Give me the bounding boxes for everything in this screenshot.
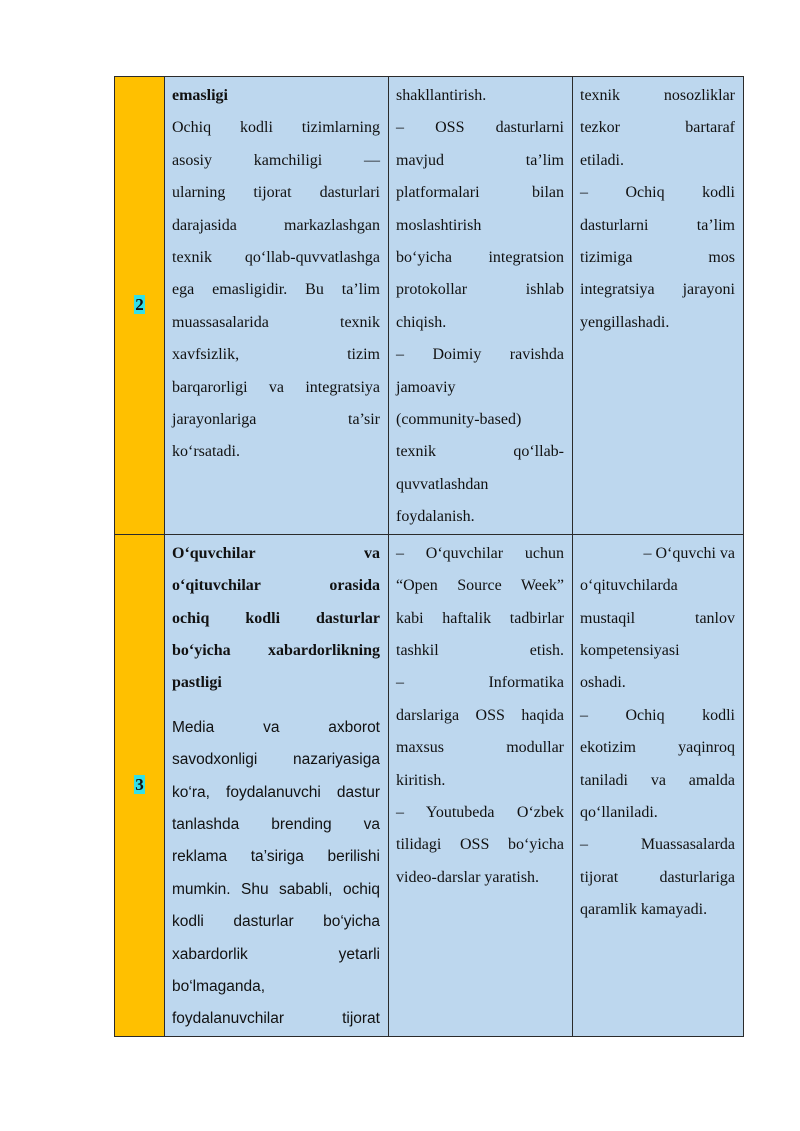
cell-line: kabi haftalik tadbirlar: [396, 609, 564, 627]
cell-line: ko‘rsatadi.: [172, 443, 240, 461]
content-table: [114, 76, 744, 1037]
cell-line: ko‘ra, foydalanuvchi dastur: [172, 783, 380, 801]
cell-line: tizimiga mos: [580, 249, 735, 267]
cell-line: – Ochiq kodli: [580, 706, 735, 724]
cell-line: asosiy kamchiligi —: [172, 151, 380, 169]
cell-line: ekotizim yaqinroq: [580, 739, 735, 757]
cell-line: tilidagi OSS bo‘yicha: [396, 836, 564, 854]
cell-line: darajasida markazlashgan: [172, 216, 380, 234]
cell-line: texnik qo‘llab-: [396, 443, 564, 461]
cell-line: kiritish.: [396, 771, 446, 789]
cell-line: xavfsizlik, tizim: [172, 346, 380, 364]
problem-cell: [165, 534, 389, 1036]
table-row: [115, 534, 744, 1036]
cell-line: chiqish.: [396, 313, 447, 331]
cell-heading-line: o‘qituvchilar orasida: [172, 577, 380, 595]
cell-line: o‘qituvchilarda: [580, 577, 678, 595]
cell-line: Media va axborot: [172, 718, 380, 736]
cell-line: texnik nosozliklar: [580, 87, 735, 104]
cell-text: [580, 538, 735, 927]
cell-line: savodxonligi nazariyasiga: [172, 751, 380, 769]
cell-line: tezkor bartaraf: [580, 119, 735, 137]
cell-heading-line: emasligi: [172, 87, 228, 104]
cell-line: maxsus modullar: [396, 739, 564, 757]
cell-text: [172, 712, 380, 1036]
cell-line: barqarorligi va integratsiya: [172, 378, 380, 396]
cell-line: oshadi.: [580, 674, 626, 692]
cell-line: “Open Source Week”: [396, 577, 564, 595]
cell-line: tijorat dasturlariga: [580, 868, 735, 886]
cell-line: xabardorlik yetarli: [172, 945, 380, 963]
cell-line: texnik qo‘llab-quvvatlashga: [172, 249, 380, 267]
cell-line: tashkil etish.: [396, 641, 564, 659]
cell-line: yengillashadi.: [580, 313, 670, 331]
cell-line: kompetensiyasi: [580, 641, 680, 659]
cell-line: – Muassasalarda: [580, 836, 735, 854]
cell-line: platformalari bilan: [396, 184, 564, 202]
cell-line: moslashtirish: [396, 216, 482, 234]
cell-line: mustaqil tanlov: [580, 609, 735, 627]
cell-heading-line: pastligi: [172, 674, 222, 692]
cell-content: [165, 77, 388, 469]
table-row: [115, 77, 744, 535]
result-cell: [573, 534, 744, 1036]
cell-line: tanlashda brending va: [172, 815, 380, 833]
cell-line: protokollar ishlab: [396, 281, 564, 299]
cell-line: foydalanuvchilar tijorat: [172, 1010, 380, 1028]
solution-cell: [389, 77, 573, 535]
cell-content: [573, 535, 743, 927]
cell-line: – O‘quvchi va: [643, 544, 735, 562]
cell-line: jamoaviy: [396, 378, 456, 396]
row-number: 2: [135, 295, 144, 315]
cell-line: taniladi va amalda: [580, 771, 735, 789]
cell-line: qo‘llaniladi.: [580, 803, 658, 821]
cell-line: quvvatlashdan: [396, 475, 489, 493]
cell-line: – Ochiq kodli: [580, 184, 735, 202]
cell-line: mavjud ta’lim: [396, 151, 564, 169]
cell-line: Ochiq kodli tizimlarning: [172, 119, 380, 137]
cell-line: mumkin. Shu sababli, ochiq: [172, 880, 380, 898]
cell-line: foydalanish.: [396, 508, 475, 526]
cell-line: qaramlik kamayadi.: [580, 901, 708, 919]
cell-line: integratsiya jarayoni: [580, 281, 735, 299]
solution-cell: [389, 534, 573, 1036]
cell-line: ularning tijorat dasturlari: [172, 184, 380, 202]
cell-content: [573, 77, 743, 339]
cell-text: [580, 80, 735, 339]
cell-content: [165, 535, 388, 1036]
row-number-cell: [115, 77, 165, 535]
cell-line: dasturlarni ta’lim: [580, 216, 735, 234]
cell-line: etiladi.: [580, 151, 624, 169]
cell-line: shakllantirish.: [396, 87, 487, 104]
row-number: 3: [135, 775, 144, 795]
cell-text: [396, 538, 564, 894]
cell-line: – Youtubeda O‘zbek: [396, 803, 564, 821]
cell-line: video-darslar yaratish.: [396, 868, 540, 886]
cell-line: ega emasligidir. Bu ta’lim: [172, 281, 380, 299]
paragraph-gap: [172, 700, 380, 712]
cell-line: bo‘yicha integratsion: [396, 249, 564, 267]
cell-text: [172, 112, 380, 468]
cell-line: (community-based): [396, 411, 522, 429]
cell-line: – OSS dasturlarni: [396, 119, 564, 137]
cell-line: reklama ta’siriga berilishi: [172, 848, 380, 866]
cell-heading-line: ochiq kodli dasturlar: [172, 609, 380, 627]
row-number-cell: [115, 534, 165, 1036]
cell-line: – Doimiy ravishda: [396, 346, 564, 364]
cell-line: bo‘lmaganda,: [172, 977, 266, 995]
problem-cell: [165, 77, 389, 535]
cell-line: – O‘quvchilar uchun: [396, 544, 564, 562]
result-cell: [573, 77, 744, 535]
cell-line: jarayonlariga ta’sir: [172, 411, 380, 429]
cell-content: [389, 77, 572, 534]
cell-line: kodli dasturlar bo‘yicha: [172, 913, 380, 931]
cell-heading-line: bo‘yicha xabardorlikning: [172, 641, 380, 659]
cell-content: [389, 535, 572, 894]
cell-line: darslariga OSS haqida: [396, 706, 564, 724]
cell-line: muassasalarida texnik: [172, 313, 380, 331]
cell-text: [396, 80, 564, 534]
cell-line: – Informatika: [396, 674, 564, 692]
cell-heading-line: O‘quvchilar va: [172, 544, 380, 562]
